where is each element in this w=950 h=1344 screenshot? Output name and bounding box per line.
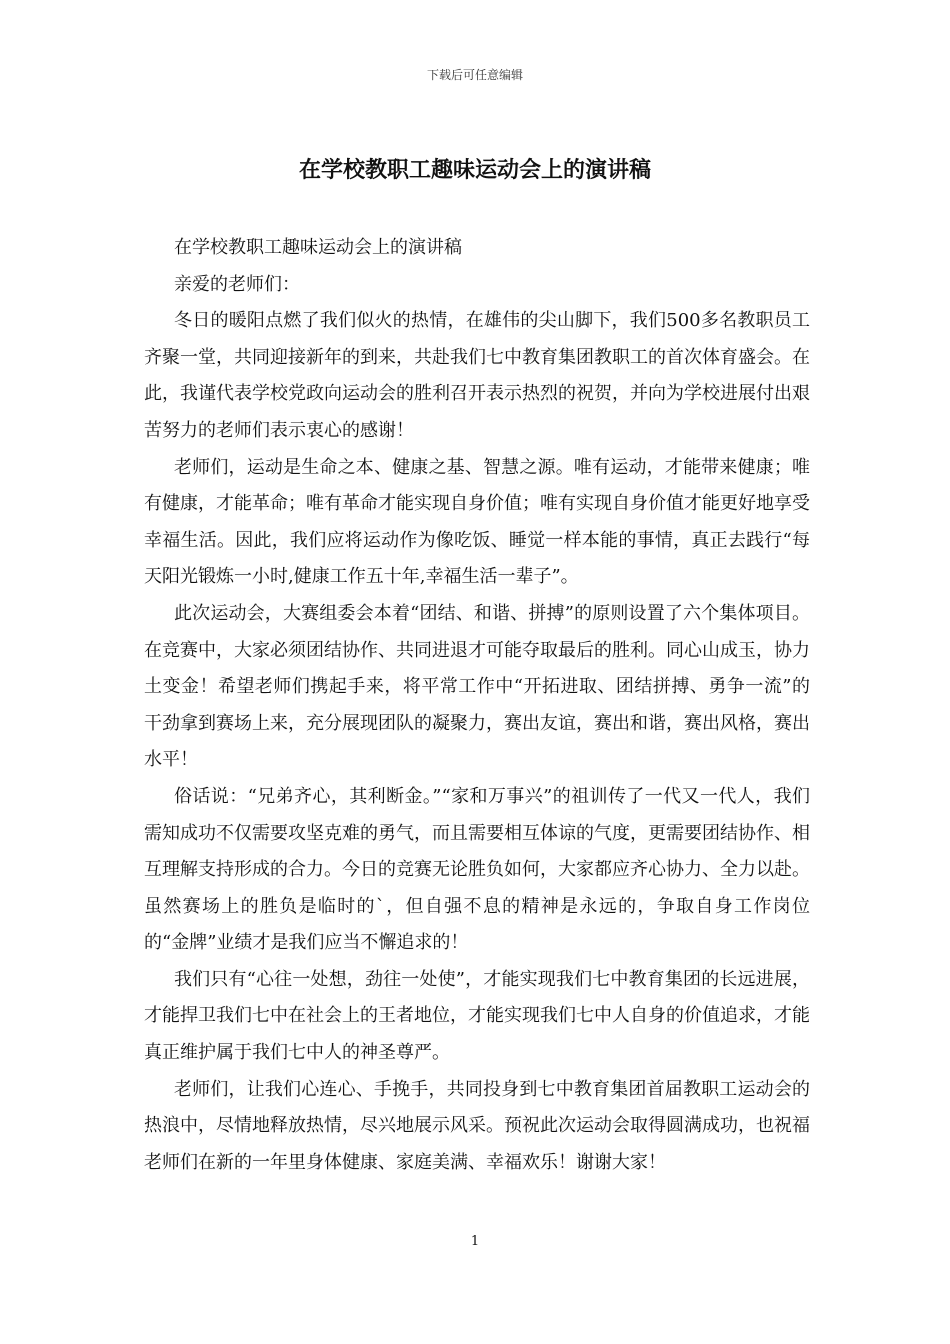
body-paragraph: 在学校教职工趣味运动会上的演讲稿	[174, 237, 462, 258]
document-body	[144, 230, 810, 1181]
body-paragraph: 我们只有“心往一处想，劲往一处使”，才能实现我们七中教育集团的长远进展，才能捍卫我们七中在社会上的王者地位，才能实现我们七中人自身的价值追求，才能真正维护属于我们七中人的神圣尊严。	[144, 968, 810, 1064]
body-paragraph: 此次运动会，大赛组委会本着“团结、和谐、拼搏”的原则设置了六个集体项目。在竞赛中，大家必须团结协作、共同进退才可能夺取最后的胜利。同心山成玉，协力土变金！希望老师们携起手来，将平常工作中“开拓进取、团结拼搏、勇争一流”的干劲拿到赛场上来，充分展现团队的凝聚力，赛出友谊，赛出和谐，赛出风格，赛出水平！	[144, 602, 810, 771]
body-paragraph: 冬日的暖阳点燃了我们似火的热情，在雄伟的尖山脚下，我们500多名教职员工齐聚一堂，共同迎接新年的到来，共赴我们七中教育集团教职工的首次体育盛会。在此，我谨代表学校党政向运动会的胜利召开表示热烈的祝贺，并向为学校进展付出艰苦努力的老师们表示衷心的感谢！	[144, 310, 810, 441]
body-paragraph: 老师们，运动是生命之本、健康之基、智慧之源。唯有运动，才能带来健康；唯有健康，才能革命；唯有革命才能实现自身价值；唯有实现自身价值才能更好地享受幸福生活。因此，我们应将运动作为像吃饭、睡觉一样本能的事情，真正去践行“每天阳光锻炼一小时,健康工作五十年,幸福生活一辈子”。	[144, 456, 810, 588]
header-note: 下载后可任意编辑	[426, 68, 523, 82]
page-number: 1	[470, 1234, 480, 1249]
body-paragraph: 亲爱的老师们：	[174, 273, 300, 295]
body-paragraph: 俗话说：“兄弟齐心，其利断金。”“家和万事兴”的祖训传了一代又一代人，我们需知成功不仅需要攻坚克难的勇气，而且需要相互体谅的气度，更需要团结协作、相互理解支持形成的合力。今日的竞赛无论胜负如何，大家都应齐心协力、全力以赴。虽然赛场上的胜负是临时的`，但自强不息的精神是永远的，争取自身工作岗位的“金牌”业绩才是我们应当不懈追求的！	[144, 785, 810, 954]
body-paragraph: 老师们，让我们心连心、手挽手，共同投身到七中教育集团首届教职工运动会的热浪中，尽情地释放热情，尽兴地展示风采。预祝此次运动会取得圆满成功，也祝福老师们在新的一年里身体健康、家庭美满、幸福欢乐！谢谢大家！	[144, 1078, 810, 1173]
document-title: 在学校教职工趣味运动会上的演讲稿	[298, 157, 651, 183]
